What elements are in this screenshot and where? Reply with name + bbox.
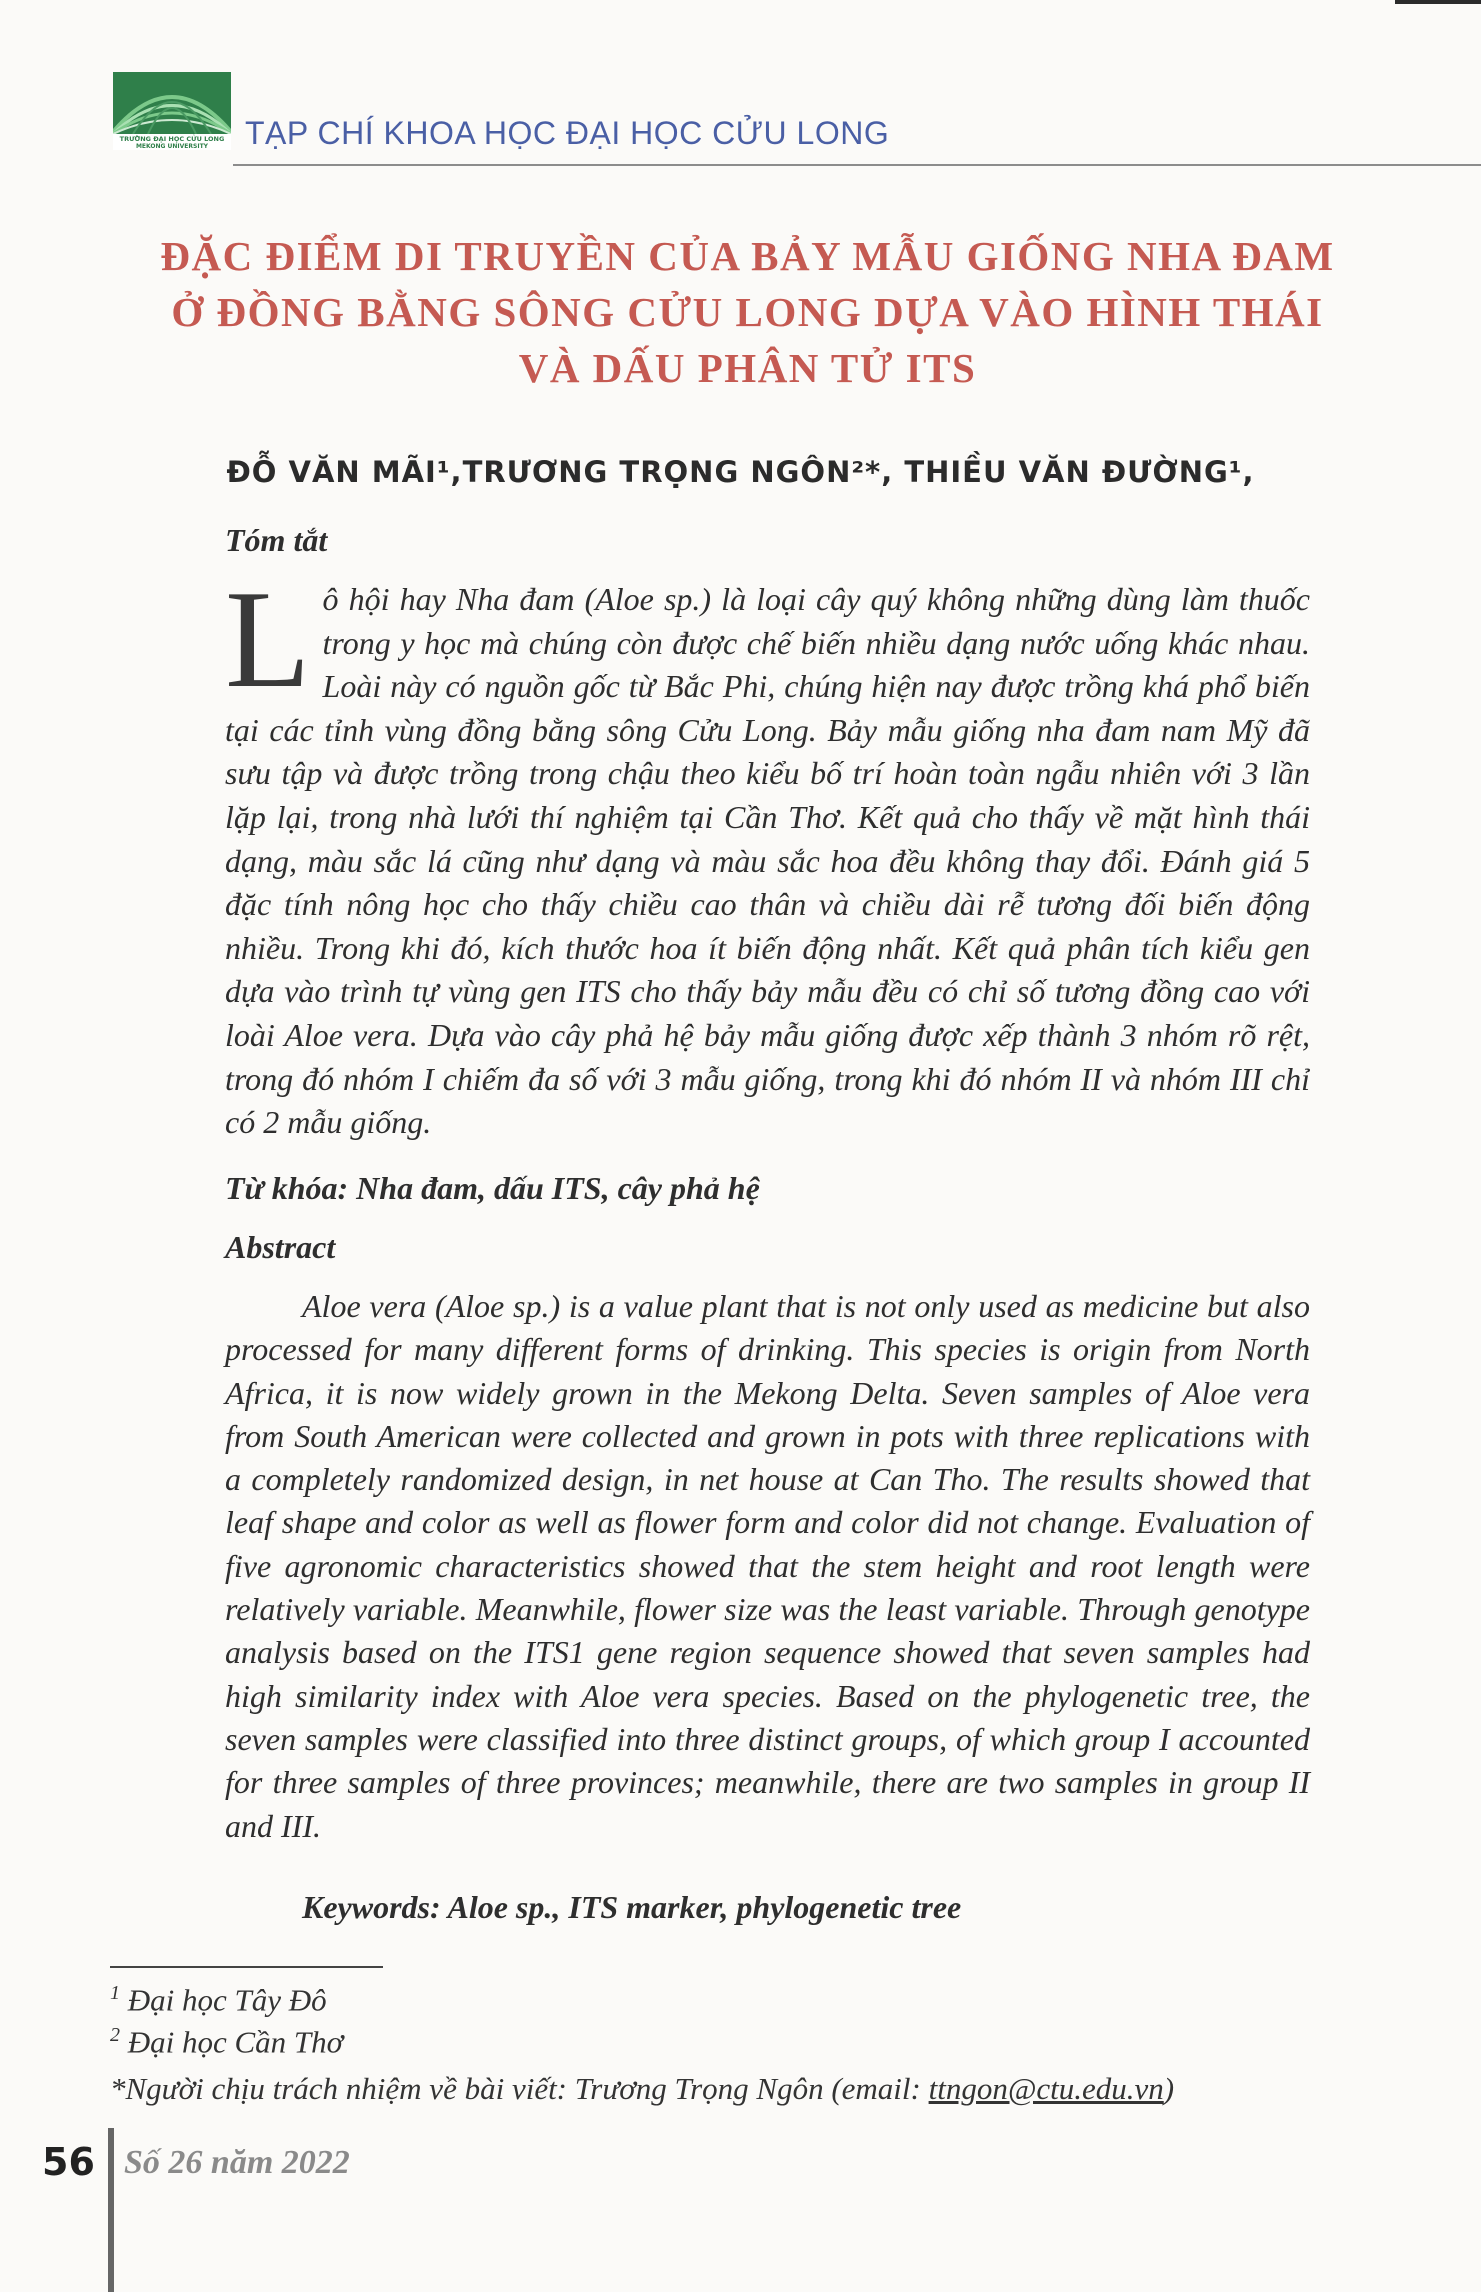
footnote-2-mark: 2 bbox=[110, 2024, 120, 2046]
university-logo bbox=[113, 72, 231, 150]
top-edge-rule bbox=[1395, 0, 1481, 4]
keywords-english: Keywords: Aloe sp., ITS marker, phylogenetic tree bbox=[302, 1889, 962, 1925]
page-number: 56 bbox=[42, 2140, 95, 2184]
issue-label: Số 26 năm 2022 bbox=[124, 2144, 350, 2181]
keywords-vietnamese: Từ khóa: Nha đam, dấu ITS, cây phả hệ bbox=[225, 1170, 760, 1206]
corresponding-prefix: *Người chịu trách nhiệm về bài viết: Trương Trọng Ngôn (email: bbox=[110, 2071, 929, 2106]
footnote-1 bbox=[110, 1982, 327, 2018]
drop-cap: L bbox=[225, 562, 311, 717]
article-title: ĐẶC ĐIỂM DI TRUYỀN CỦA BẢY MẪU GIỐNG NHA ĐAM Ở ĐỒNG BẰNG SÔNG CỬU LONG DỰA VÀO HÌNH THÁI VÀ DẤU PHÂN TỬ ITS bbox=[160, 233, 1335, 391]
summary-heading: Tóm tắt bbox=[225, 522, 328, 558]
summary-text: ô hội hay Nha đam (Aloe sp.) là loại cây quý không những dùng làm thuốc trong y học mà chúng còn được chế biến nhiều dạng nước uống khác nhau. Loài này có nguồn gốc từ Bắc Phi, chúng hiện nay được trồng khá phổ biến tại các tỉnh vùng đồng bằng sông Cửu Long. Bảy mẫu giống nha đam nam Mỹ đã sưu tập và được trồng trong chậu theo kiểu bố trí hoàn toàn ngẫu nhiên với 3 lần lặp lại, trong nhà lưới thí nghiệm tại Cần Thơ. Kết quả cho thấy về mặt hình thái dạng, màu sắc lá cũng như dạng và màu sắc hoa đều không thay đổi. Đánh giá 5 đặc tính nông học cho thấy chiều cao thân và chiều dài rễ tương đối biến động nhiều. Trong khi đó, kích thước hoa ít biến động nhất. Kết quả phân tích kiểu gen dựa vào trình tự vùng gen ITS cho thấy bảy mẫu đều có chỉ số tương đồng cao với loài Aloe vera. Dựa vào cây phả hệ bảy mẫu giống được xếp thành 3 nhóm rõ rệt, trong đó nhóm I chiếm đa số với 3 mẫu giống, trong khi đó nhóm II và nhóm III chỉ có 2 mẫu giống. bbox=[225, 581, 1310, 1141]
corresponding-author-note bbox=[110, 2071, 1174, 2107]
footnote-2-text: Đại học Cần Thơ bbox=[120, 2024, 344, 2060]
abstract-heading: Abstract bbox=[225, 1229, 336, 1265]
footnote-1-text: Đại học Tây Đô bbox=[120, 1982, 327, 2018]
journal-header bbox=[113, 72, 1428, 152]
summary-paragraph bbox=[225, 562, 1310, 1145]
corresponding-suffix: ) bbox=[1163, 2071, 1175, 2106]
email-link[interactable]: ttngon@ctu.edu.vn bbox=[928, 2071, 1164, 2106]
footnote-1-mark: 1 bbox=[110, 1982, 120, 2004]
abstract-paragraph: Aloe vera (Aloe sp.) is a value plant that is not only used as medicine but also processed for many different forms of drinking. This species is origin from North Africa, it is now widely grown in the Mekong Delta. Seven samples of Aloe vera from South American were collected and grown in pots with three replications with a completely randomized design, in net house at Can Tho. The results showed that leaf shape and color as well as flower form and color did not change. Evaluation of five agronomic characteristics showed that the stem height and root length were relatively variable. Meanwhile, flower size was the least variable. Through genotype analysis based on the ITS1 gene region sequence showed that seven samples had high similarity index with Aloe vera species. Based on the phylogenetic tree, the seven samples were classified into three distinct groups, of which group I accounted for three samples of three provinces; meanwhile, there are two samples in group II and III. bbox=[225, 1288, 1310, 1844]
logo-text-line2: MEKONG UNIVERSITY bbox=[135, 143, 209, 150]
footnote-2 bbox=[110, 2024, 343, 2060]
logo-text-line1: TRƯỜNG ĐẠI HỌC CỬU LONG bbox=[119, 135, 225, 143]
footnote-rule bbox=[110, 1966, 383, 1968]
header-rule bbox=[233, 164, 1481, 166]
journal-title: TẠP CHÍ KHOA HỌC ĐẠI HỌC CỬU LONG bbox=[245, 115, 890, 151]
page-number-divider bbox=[108, 2128, 114, 2292]
author-list: ĐỖ VĂN MÃI¹,TRƯƠNG TRỌNG NGÔN²*, THIỀU VĂN ĐƯỜNG¹, bbox=[226, 455, 1255, 489]
